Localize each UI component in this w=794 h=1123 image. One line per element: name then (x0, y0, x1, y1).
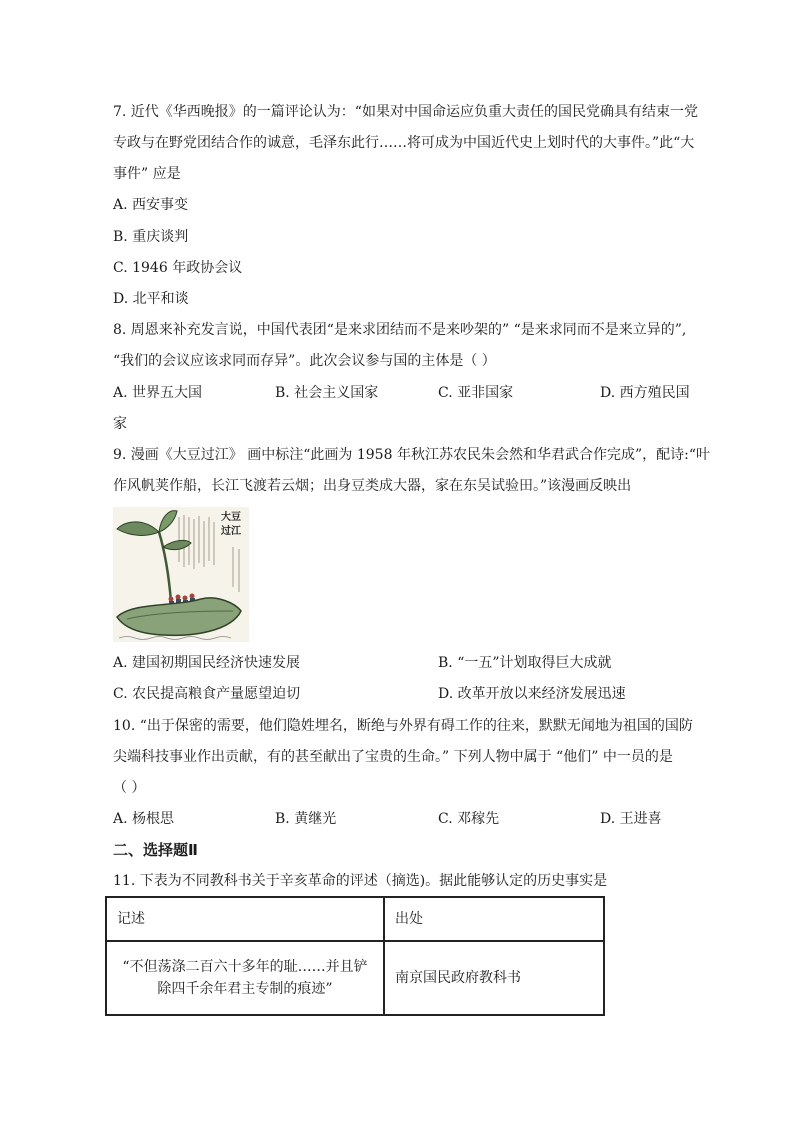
table-header-row (106, 897, 604, 941)
q9-option-b[interactable]: B. “一五”计划取得巨大成就 (438, 655, 612, 671)
q11-table (105, 896, 605, 1016)
q8-option-d[interactable]: D. 西方殖民国 (600, 385, 690, 401)
q7-option-a[interactable]: A. 西安事变 (113, 197, 189, 213)
q10-option-d[interactable]: D. 王进喜 (600, 811, 662, 827)
q10-stem-line2: 尖端科技事业作出贡献，有的甚至献出了宝贵的生命。” 下列人物中属于 “他们” 中一员的是 (113, 749, 673, 765)
q8-stem-line1: 8. 周恩来补充发言说，中国代表团“是来求团结而不是来吵架的” “是来求同而不是来立异的”, (113, 322, 687, 338)
q10-option-b[interactable]: B. 黄继光 (275, 811, 337, 827)
q7-option-c[interactable]: C. 1946 年政协会议 (113, 260, 243, 276)
q7-stem-line2: 专政与在野党团结合作的诚意，毛泽东此行……将可成为中国近代史上划时代的大事件。”此“大 (113, 135, 695, 151)
q9-stem-line1: 9. 漫画《大豆过江》 画中标注“此画为 1958 年秋江苏农民朱会然和华君武合作完成”，配诗:“叶 (113, 447, 710, 463)
q9-option-a[interactable]: A. 建国初期国民经济快速发展 (113, 655, 301, 671)
q10-option-c[interactable]: C. 邓稼先 (438, 811, 500, 827)
table-cell: “不但荡涤二百六十多年的耻……并且铲除四千余年君主专制的痕迹” (106, 941, 384, 1015)
table-row (106, 941, 604, 1015)
q10-option-a[interactable]: A. 杨根思 (113, 811, 175, 827)
q10-stem-line1: 10. “出于保密的需要，他们隐姓埋名，断绝与外界有碍工作的往来，默默无闻地为祖国的国防 (113, 718, 693, 734)
soybean-cartoon-image (113, 507, 249, 642)
q7-option-b[interactable]: B. 重庆谈判 (113, 229, 189, 245)
q7-option-d[interactable]: D. 北平和谈 (113, 291, 189, 307)
cartoon-title-part2: 过江 (221, 526, 241, 537)
q7-stem-line3: 事件” 应是 (113, 166, 181, 182)
q8-option-d-wrap: 家 (113, 416, 127, 432)
cartoon-title-part1: 大豆 (221, 512, 241, 523)
section-title: 二、选择题Ⅱ (113, 841, 198, 859)
table-header-cell: 出处 (384, 897, 604, 941)
q7-stem-line1: 7. 近代《华西晚报》的一篇评论认为：“如果对中国命运应负重大责任的国民党确具有结束一党 (113, 104, 698, 120)
q9-option-c[interactable]: C. 农民提高粮食产量愿望迫切 (113, 686, 301, 702)
q8-stem-line2: “我们的会议应该求同而存异”。此次会议参与国的主体是（ ） (113, 353, 496, 369)
q9-option-d[interactable]: D. 改革开放以来经济发展迅速 (438, 686, 626, 702)
table-cell: 南京国民政府教科书 (384, 941, 604, 1015)
q11-stem-line1: 11. 下表为不同教科书关于辛亥革命的评述（摘选)。据此能够认定的历史事实是 (113, 873, 608, 889)
q9-stem-line2: 作风帆荚作船，长江飞渡若云烟；出身豆类成大器，家在东吴试验田。”该漫画反映出 (113, 478, 632, 494)
q8-option-c[interactable]: C. 亚非国家 (438, 385, 514, 401)
q10-stem-line3: （ ） (113, 780, 146, 796)
table-header-cell: 记述 (106, 897, 384, 941)
q8-option-b[interactable]: B. 社会主义国家 (275, 385, 379, 401)
q8-option-a[interactable]: A. 世界五大国 (113, 385, 203, 401)
